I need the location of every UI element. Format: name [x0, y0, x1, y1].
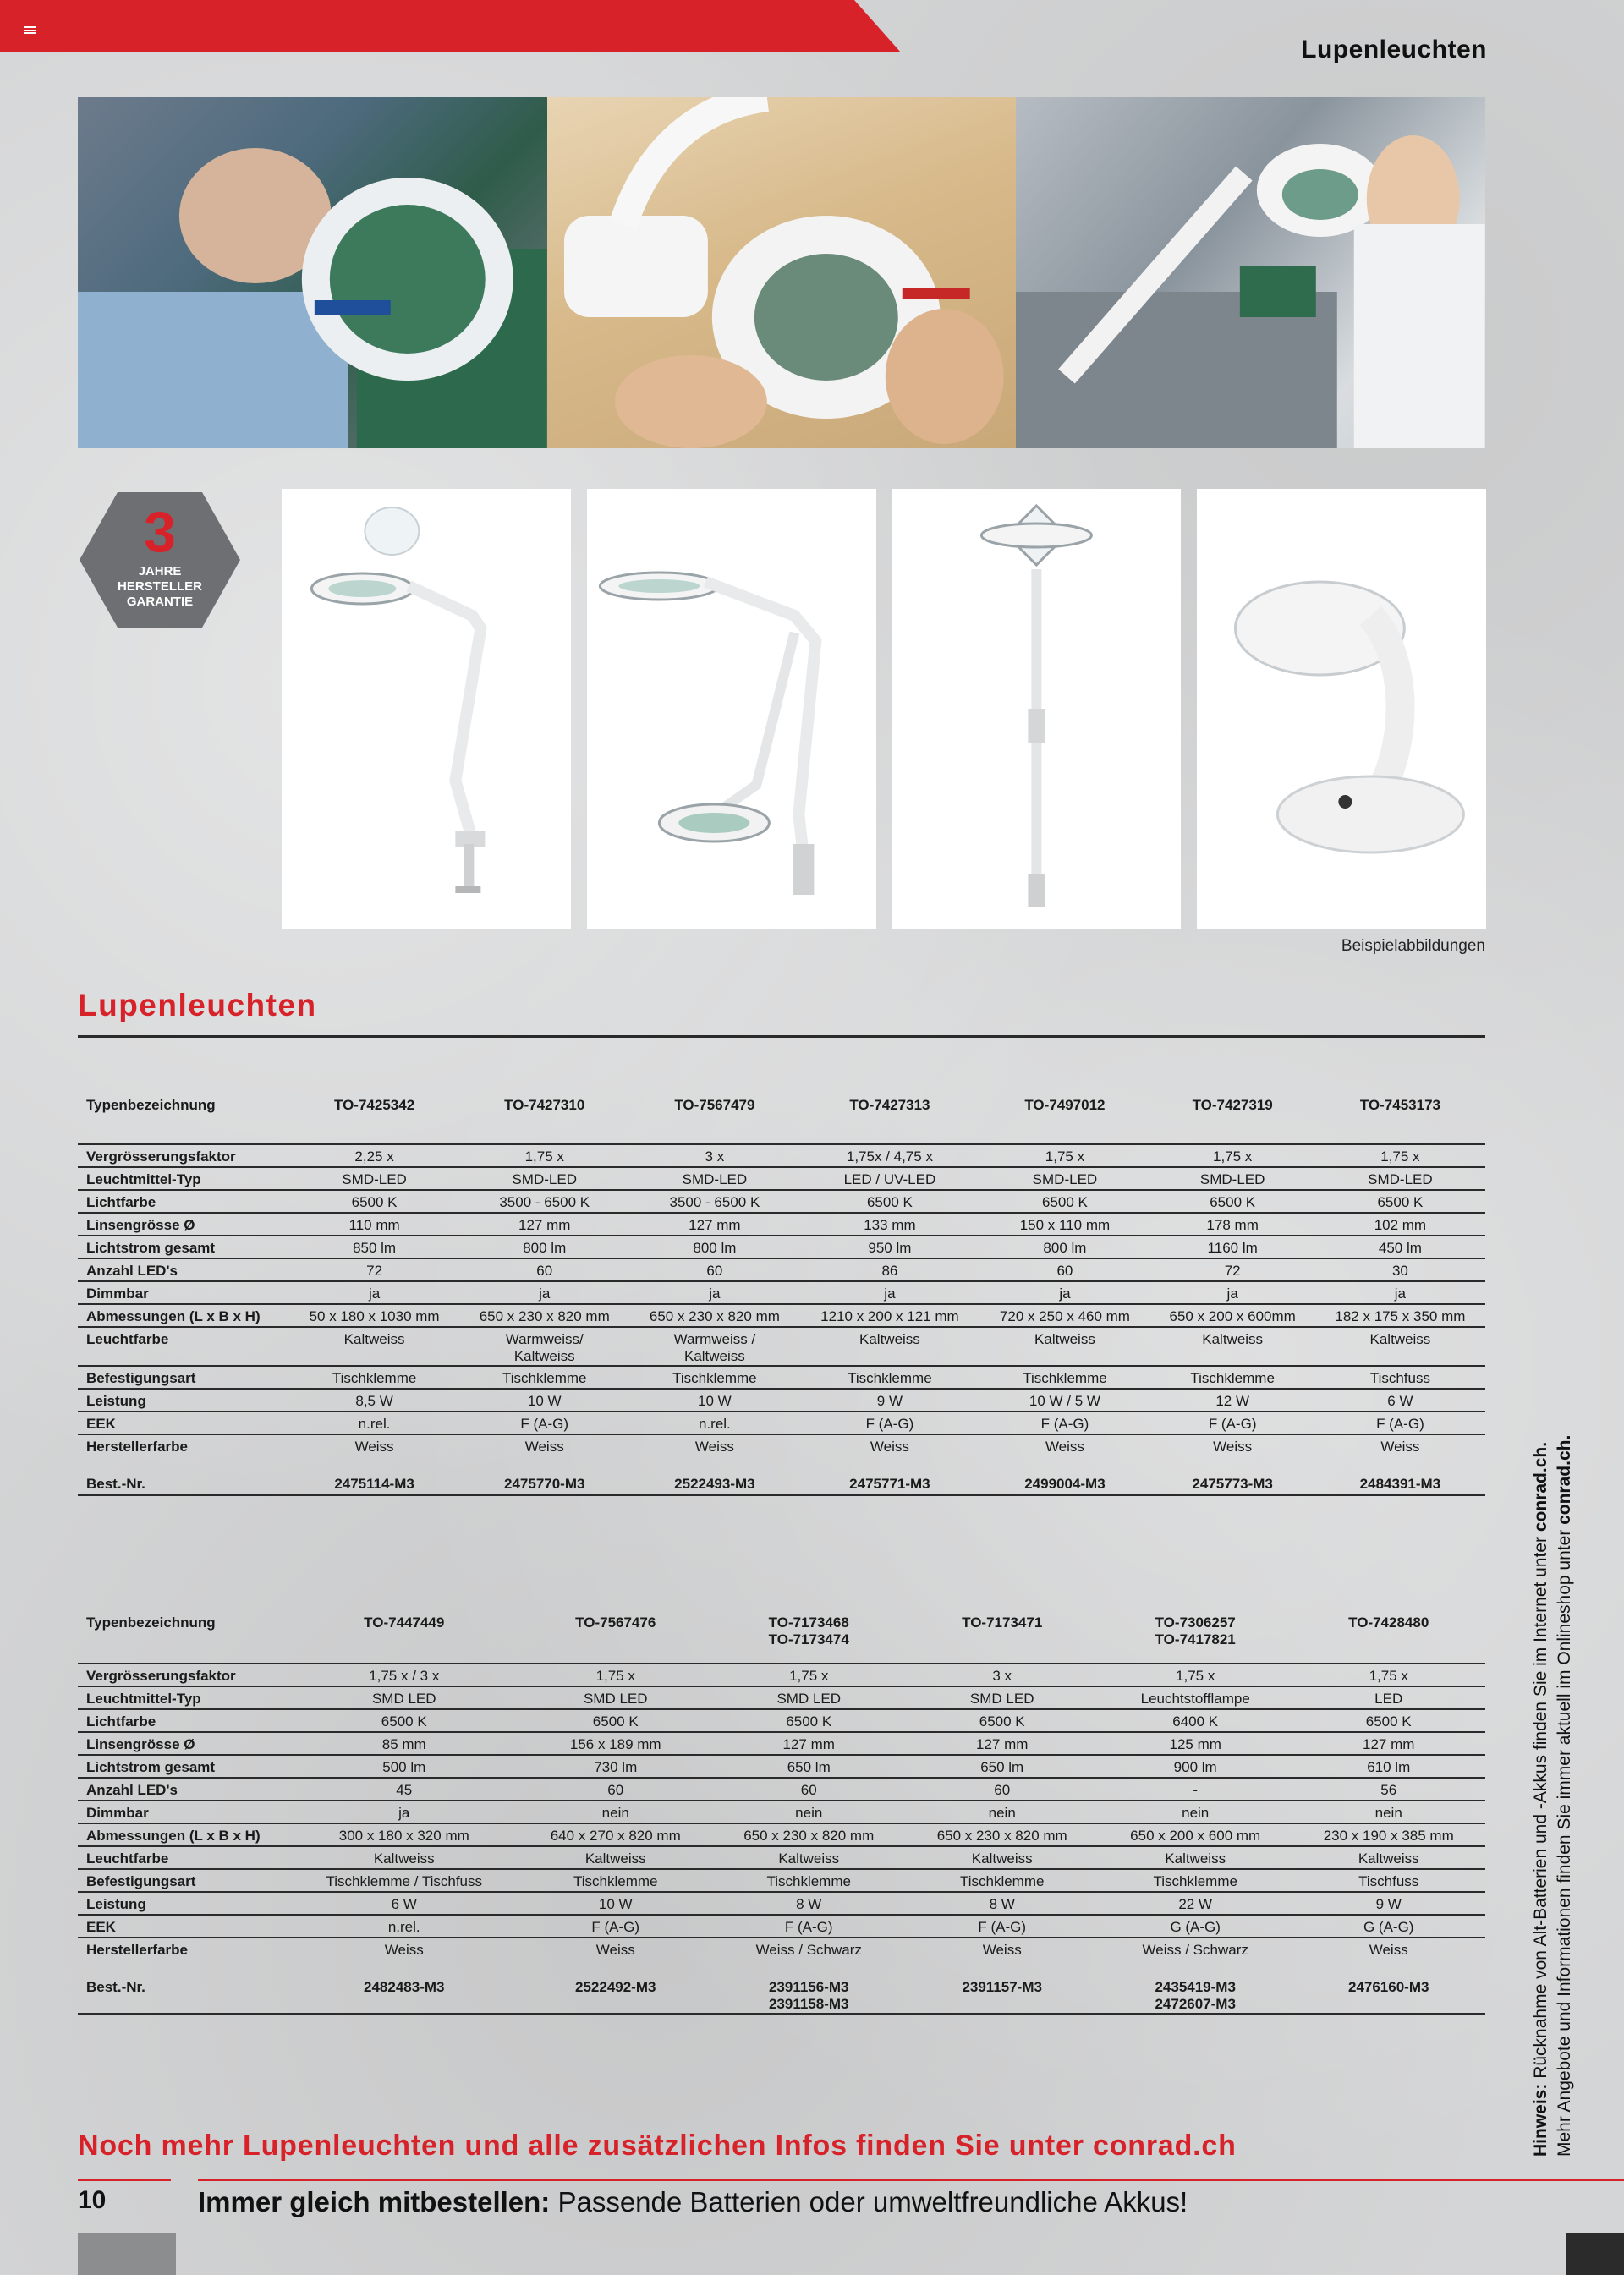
badge-text: JAHRE HERSTELLER GARANTIE [117, 564, 202, 609]
table-row: Lichtstrom gesamt 500 lm 730 lm 650 lm 650 lm 900 lm 610 lm [78, 1755, 1485, 1778]
order-number[interactable]: 2482483-M3 [289, 1976, 519, 2014]
table-row: Leuchtmittel-Typ SMD LED SMD LED SMD LED SMD LED Leuchtstofflampe LED [78, 1686, 1485, 1709]
table-row: Lichtfarbe 6500 K 3500 - 6500 K 3500 - 6500 K 6500 K 6500 K 6500 K 6500 K [78, 1190, 1485, 1213]
page-number: 10 [78, 2186, 107, 2214]
footer-block [1566, 2233, 1624, 2275]
table-row: Leuchtfarbe Kaltweiss Warmweiss/ Kaltweiss Warmweiss / Kaltweiss Kaltweiss Kaltweiss Kaltweiss Kaltweiss [78, 1327, 1485, 1366]
table-row: Lichtstrom gesamt 850 lm 800 lm 800 lm 950 lm 800 lm 1160 lm 450 lm [78, 1236, 1485, 1258]
table-row: Typenbezeichnung TO-7447449 TO-7567476 TO-7173468 TO-7173474 TO-7173471 TO-7306257 TO-7417821 TO-7428480 [86, 1614, 1429, 1647]
table-row: Typenbezeichnung TO-7425342 TO-7427310 TO-7567479 TO-7427313 TO-7497012 TO-7427319 TO-7453173 [86, 1097, 1440, 1113]
order-number[interactable]: 2475773-M3 [1150, 1472, 1315, 1495]
table-row: Vergrösserungsfaktor 2,25 x 1,75 x 3 x 1,75x / 4,75 x 1,75 x 1,75 x 1,75 x [78, 1144, 1485, 1167]
order-number[interactable]: 2391157-M3 [905, 1976, 1098, 2014]
table-row: Linsengrösse Ø 85 mm 156 x 189 mm 127 mm 127 mm 125 mm 127 mm [78, 1732, 1485, 1755]
table-row: Befestigungsart Tischklemme Tischklemme Tischklemme Tischklemme Tischklemme Tischklemme Tischfuss [78, 1366, 1485, 1389]
warranty-badge [80, 492, 240, 628]
photo-technician-repair [78, 97, 547, 448]
more-info-link[interactable]: Noch mehr Lupenleuchten und alle zusätzlichen Infos finden Sie unter conrad.ch [78, 2130, 1237, 2162]
table-row: Lichtfarbe 6500 K 6500 K 6500 K 6500 K 6400 K 6500 K [78, 1709, 1485, 1732]
table-row: Dimmbar ja ja ja ja ja ja ja [78, 1281, 1485, 1304]
order-number[interactable]: 2484391-M3 [1315, 1472, 1485, 1495]
image-caption: Beispielabbildungen [1341, 937, 1485, 955]
order-number[interactable]: 2475114-M3 [289, 1472, 459, 1495]
order-number[interactable]: 2475771-M3 [799, 1472, 979, 1495]
order-number[interactable]: 2522492-M3 [519, 1976, 712, 2014]
photo-lamp-on-desk [547, 97, 1017, 448]
table-row-order-numbers: Best.-Nr. 2475114-M3 2475770-M3 2522493-M3 2475771-M3 2499004-M3 2475773-M3 2484391-M3 [78, 1472, 1485, 1495]
table-row: Leuchtmittel-Typ SMD-LED SMD-LED SMD-LED LED / UV-LED SMD-LED SMD-LED SMD-LED [78, 1167, 1485, 1190]
vertical-note: Hinweis: Rücknahme von Alt-Batterien und -Akkus finden Sie im Internet unter conrad.ch. Mehr Angebote und Informationen finden Sie immer aktuell im Onlineshop unter conrad.ch. [1531, 1434, 1574, 2157]
order-number[interactable]: 2476160-M3 [1292, 1976, 1485, 2014]
order-number[interactable]: 2435419-M3 2472607-M3 [1099, 1976, 1292, 2014]
table-row: Befestigungsart Tischklemme / Tischfuss Tischklemme Tischklemme Tischklemme Tischklemme Tischfuss [78, 1869, 1485, 1892]
order-number[interactable]: 2522493-M3 [629, 1472, 799, 1495]
table-row: Linsengrösse Ø 110 mm 127 mm 127 mm 133 mm 150 x 110 mm 178 mm 102 mm [78, 1213, 1485, 1236]
photo-strip [78, 97, 1485, 448]
order-number[interactable]: 2391156-M3 2391158-M3 [712, 1976, 905, 2014]
product-image-double-arm-lamp [587, 489, 876, 929]
product-image-tall-lamp [892, 489, 1182, 929]
footer-cta: Immer gleich mitbestellen: Passende Batterien oder umweltfreundliche Akkus! [198, 2186, 1188, 2217]
order-number[interactable]: 2475770-M3 [459, 1472, 629, 1495]
footer-divider [78, 2179, 171, 2181]
product-image-clamp-arm-lamp [282, 489, 571, 929]
table-row: Dimmbar ja nein nein nein nein nein [78, 1801, 1485, 1823]
table-row: Abmessungen (L x B x H) 300 x 180 x 320 mm 640 x 270 x 820 mm 650 x 230 x 820 mm 650 x 230 x 820 mm 650 x 200 x 600 mm 230 x 190 x 385 mm [78, 1823, 1485, 1846]
table-row: Leistung 6 W 10 W 8 W 8 W 22 W 9 W [78, 1892, 1485, 1915]
menu-icon[interactable] [24, 26, 36, 34]
section-divider [78, 1035, 1485, 1038]
table-row-order-numbers: Best.-Nr. 2482483-M3 2522492-M3 2391156-M3 2391158-M3 2391157-M3 2435419-M3 2472607-M3 2476160-M3 [78, 1976, 1485, 2014]
table-row: EEK n.rel. F (A-G) n.rel. F (A-G) F (A-G) F (A-G) F (A-G) [78, 1412, 1485, 1434]
top-red-bar [0, 0, 901, 52]
table-row: EEK n.rel. F (A-G) F (A-G) F (A-G) G (A-G) G (A-G) [78, 1915, 1485, 1938]
table-row: Anzahl LED's 72 60 60 86 60 72 30 [78, 1258, 1485, 1281]
photo-woman-inspecting-board [1016, 97, 1485, 448]
order-number[interactable]: 2499004-M3 [979, 1472, 1149, 1495]
table-row: Vergrösserungsfaktor 1,75 x / 3 x 1,75 x 1,75 x 3 x 1,75 x 1,75 x [78, 1664, 1485, 1686]
footer-divider [198, 2179, 1624, 2181]
footer-block [78, 2233, 176, 2275]
table-row: Anzahl LED's 45 60 60 60 - 56 [78, 1778, 1485, 1801]
table-row: Leuchtfarbe Kaltweiss Kaltweiss Kaltweiss Kaltweiss Kaltweiss Kaltweiss [78, 1846, 1485, 1869]
table-row: Herstellerfarbe Weiss Weiss Weiss / Schwarz Weiss Weiss / Schwarz Weiss [86, 1942, 1408, 1958]
table-row: Leistung 8,5 W 10 W 10 W 9 W 10 W / 5 W 12 W 6 W [78, 1389, 1485, 1412]
spec-table-2 [78, 1611, 1485, 2015]
spec-table-1 [78, 1094, 1485, 1496]
table-row: Herstellerfarbe Weiss Weiss Weiss Weiss Weiss Weiss Weiss [86, 1439, 1420, 1455]
product-tiles [282, 489, 1486, 929]
badge-number: 3 [144, 500, 176, 564]
section-title: Lupenleuchten [78, 988, 317, 1022]
table-row: Abmessungen (L x B x H) 50 x 180 x 1030 mm 650 x 230 x 820 mm 650 x 230 x 820 mm 1210 x 200 x 121 mm 720 x 250 x 460 mm 650 x 200 x 600mm 182 x 175 x 350 mm [78, 1304, 1485, 1327]
header-title: Lupenleuchten [1301, 36, 1487, 63]
product-image-table-foot-lamp [1197, 489, 1486, 929]
